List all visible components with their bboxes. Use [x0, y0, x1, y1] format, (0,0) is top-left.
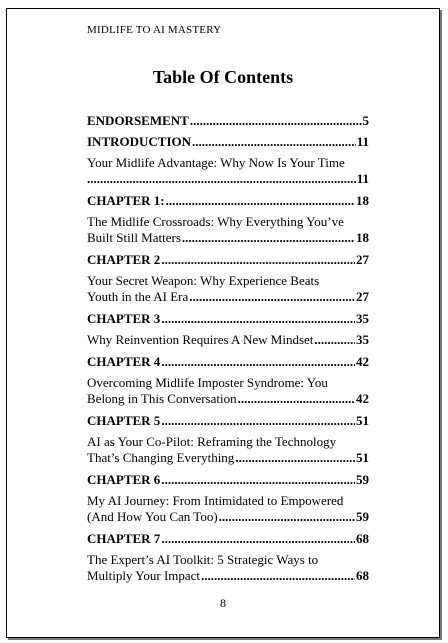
dot-leader	[238, 391, 355, 407]
toc-entry-label: My AI Journey: From Intimidated to Empowered	[87, 493, 344, 508]
page-number: 8	[220, 596, 226, 610]
dot-leader	[235, 450, 355, 466]
running-header: MIDLIFE TO AI MASTERY	[87, 24, 222, 36]
toc-entry-page: 11	[356, 171, 369, 186]
toc-entry-page: 5	[362, 113, 369, 128]
toc-entry-page: 68	[356, 568, 369, 583]
toc-entry-label: CHAPTER 7	[87, 531, 161, 546]
toc-entry-label-continued: Youth in the AI Era	[87, 289, 189, 304]
toc-entry-label: CHAPTER 4	[87, 354, 161, 369]
toc-entry-ai-journey[interactable]	[87, 493, 369, 525]
toc-entry-secret-weapon[interactable]	[87, 273, 369, 305]
toc-entry-label: CHAPTER 6	[87, 472, 161, 487]
toc-entry-label-continued: Built Still Matters	[87, 230, 181, 245]
toc-entry-page: 68	[356, 531, 369, 546]
toc-entry-page: 27	[356, 289, 369, 304]
toc-entry-label: Why Reinvention Requires A New Mindset	[87, 332, 314, 347]
toc-entry-label: Your Secret Weapon: Why Experience Beats	[87, 273, 320, 288]
dot-leader	[87, 171, 356, 187]
toc-entry-chapter-1[interactable]	[87, 193, 369, 209]
toc-entry-midlife-advantage[interactable]	[87, 155, 369, 187]
toc-entry-page: 59	[356, 509, 369, 524]
toc-entry-reinvention-mindset[interactable]	[87, 332, 369, 348]
toc-entry-label: Overcoming Midlife Imposter Syndrome: You	[87, 375, 328, 390]
dot-leader	[161, 472, 355, 488]
dot-leader	[161, 413, 355, 429]
toc-entry-label: AI as Your Co-Pilot: Reframing the Technology	[87, 434, 337, 449]
toc-entry-page: 51	[356, 450, 369, 465]
toc-entry-chapter-5[interactable]	[87, 413, 369, 429]
dot-leader	[161, 531, 355, 547]
dot-leader	[166, 193, 355, 209]
dot-leader	[182, 230, 355, 246]
dot-leader	[161, 354, 355, 370]
dot-leader	[190, 113, 362, 129]
toc-entry-label: The Expert’s AI Toolkit: 5 Strategic Ways to	[87, 552, 319, 567]
toc-entry-page: 35	[356, 311, 369, 326]
toc-entry-midlife-crossroads[interactable]	[87, 214, 369, 246]
toc-entry-page: 51	[356, 413, 369, 428]
toc-entry-label: INTRODUCTION	[87, 134, 192, 149]
toc-entry-label: CHAPTER 1:	[87, 193, 165, 208]
page-title: Table Of Contents	[152, 67, 294, 87]
dot-leader	[219, 509, 355, 525]
toc-entry-label-continued: That’s Changing Everything	[87, 450, 235, 465]
toc-list	[87, 113, 369, 590]
toc-entry-page: 27	[356, 252, 369, 267]
toc-entry-page: 18	[356, 230, 369, 245]
toc-entry-chapter-7[interactable]	[87, 531, 369, 547]
dot-leader	[192, 134, 356, 150]
toc-entry-ai-co-pilot[interactable]	[87, 434, 369, 466]
toc-entry-ai-toolkit[interactable]	[87, 552, 369, 584]
toc-entry-label: ENDORSEMENT	[87, 113, 189, 128]
toc-entry-chapter-2[interactable]	[87, 252, 369, 268]
toc-entry-label-continued: Belong in This Conversation	[87, 391, 237, 406]
dot-leader	[314, 332, 355, 348]
toc-entry-page: 11	[356, 134, 369, 149]
toc-entry-imposter-syndrome[interactable]	[87, 375, 369, 407]
toc-entry-label: Your Midlife Advantage: Why Now Is Your Time	[87, 155, 345, 170]
toc-entry-label: CHAPTER 5	[87, 413, 161, 428]
toc-entry-label: CHAPTER 2	[87, 252, 161, 267]
toc-entry-page: 18	[356, 193, 369, 208]
toc-entry-label: The Midlife Crossroads: Why Everything You’ve	[87, 214, 344, 229]
toc-entry-label-continued: (And How You Can Too)	[87, 509, 218, 524]
toc-entry-page: 35	[356, 332, 369, 347]
toc-entry-chapter-6[interactable]	[87, 472, 369, 488]
toc-entry-label-continued: Multiply Your Impact	[87, 568, 201, 583]
toc-entry-chapter-4[interactable]	[87, 354, 369, 370]
dot-leader	[161, 252, 355, 268]
toc-entry-endorsement[interactable]	[87, 113, 369, 129]
dot-leader	[161, 311, 355, 327]
document-page	[6, 8, 440, 638]
toc-entry-page: 42	[356, 391, 369, 406]
toc-entry-page: 42	[356, 354, 369, 369]
toc-entry-page: 59	[356, 472, 369, 487]
toc-entry-chapter-3[interactable]	[87, 311, 369, 327]
dot-leader	[201, 568, 355, 584]
toc-entry-introduction[interactable]	[87, 134, 369, 150]
toc-entry-label: CHAPTER 3	[87, 311, 161, 326]
dot-leader	[189, 289, 355, 305]
